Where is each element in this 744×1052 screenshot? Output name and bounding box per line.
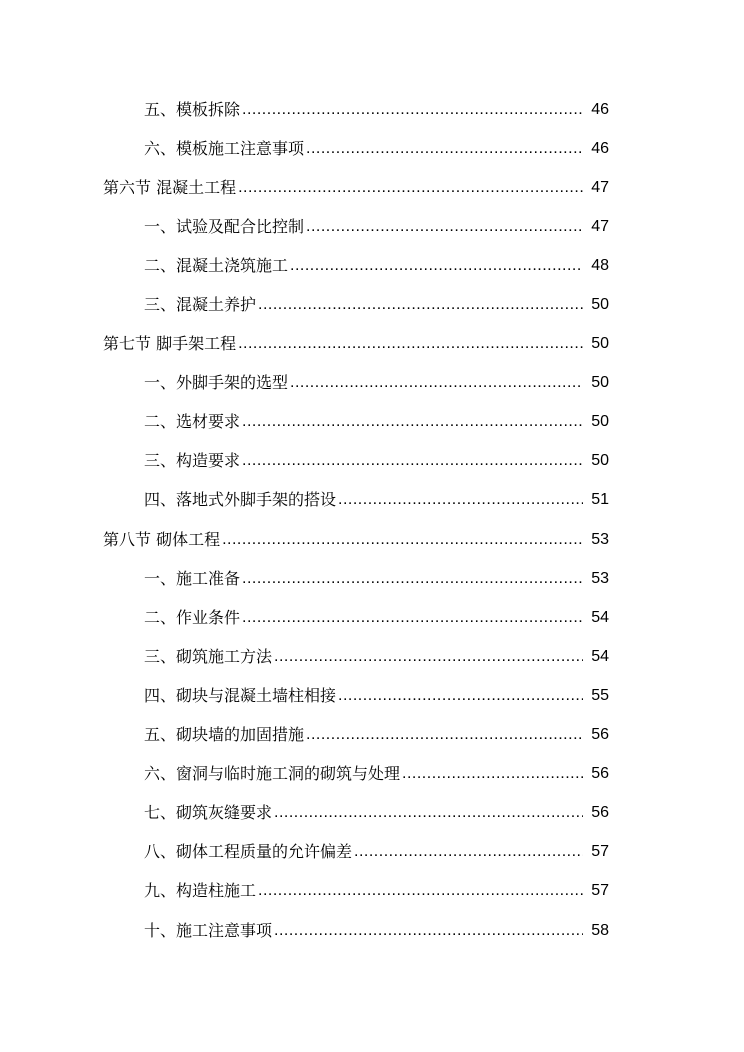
toc-entry-title: 三、混凝土养护 (144, 295, 257, 315)
toc-entry-dot-leader (242, 608, 583, 628)
toc-entry-page-number: 50 (591, 335, 609, 353)
toc-entry-page-number: 50 (591, 452, 609, 470)
toc-entry-dot-leader (242, 451, 583, 471)
toc-entry-page-number: 56 (591, 726, 609, 744)
toc-entry-dot-leader (306, 725, 583, 745)
toc-entry-dot-leader (238, 178, 583, 198)
toc-entry-dot-leader (290, 373, 583, 393)
toc-entry-title: 第八节 砌体工程 (103, 529, 221, 549)
toc-entry-title: 十、施工注意事项 (144, 920, 273, 940)
toc-entry-dot-leader (222, 530, 583, 550)
toc-entry-title: 四、砌块与混凝土墙柱相接 (144, 685, 337, 705)
toc-subsection-entry[interactable] (0, 872, 744, 911)
toc-subsection-entry[interactable] (0, 442, 744, 481)
toc-entry-page-number: 54 (591, 647, 609, 665)
toc-entry-title: 五、砌块墙的加固措施 (144, 725, 305, 745)
toc-section-entry[interactable] (0, 168, 744, 207)
toc-entry-dot-leader (306, 217, 583, 237)
toc-subsection-entry[interactable] (0, 481, 744, 520)
toc-entry-title: 四、落地式外脚手架的搭设 (144, 490, 337, 510)
toc-entry-page-number: 53 (591, 569, 609, 587)
toc-subsection-entry[interactable] (0, 90, 744, 129)
toc-entry-title: 六、模板施工注意事项 (144, 138, 305, 158)
toc-entry-page-number: 55 (591, 686, 609, 704)
toc-entry-page-number: 47 (591, 178, 609, 196)
toc-entry-dot-leader (306, 139, 583, 159)
toc-entry-title: 一、外脚手架的选型 (144, 373, 289, 393)
toc-entry-dot-leader (242, 412, 583, 432)
toc-subsection-entry[interactable] (0, 598, 744, 637)
toc-entry-dot-leader (258, 295, 583, 315)
toc-subsection-entry[interactable] (0, 833, 744, 872)
toc-entry-title: 七、砌筑灰缝要求 (144, 803, 273, 823)
toc-entry-title: 二、混凝土浇筑施工 (144, 255, 289, 275)
toc-entry-dot-leader (242, 569, 583, 589)
toc-entry-page-number: 51 (591, 491, 609, 509)
toc-entry-dot-leader (238, 334, 583, 354)
toc-entry-page-number: 53 (591, 530, 609, 548)
toc-entry-page-number: 57 (591, 882, 609, 900)
toc-entry-page-number: 47 (591, 217, 609, 235)
toc-entry-title: 二、选材要求 (144, 412, 241, 432)
toc-entry-title: 三、砌筑施工方法 (144, 646, 273, 666)
toc-entry-dot-leader (402, 764, 583, 784)
toc-entry-dot-leader (290, 256, 583, 276)
toc-entry-page-number: 56 (591, 804, 609, 822)
toc-subsection-entry[interactable] (0, 207, 744, 246)
toc-entry-page-number: 48 (591, 256, 609, 274)
toc-entry-title: 五、模板拆除 (144, 99, 241, 119)
toc-entry-dot-leader (274, 803, 583, 823)
table-of-contents (0, 90, 744, 950)
toc-entry-page-number: 50 (591, 374, 609, 392)
toc-entry-dot-leader (274, 921, 583, 941)
toc-entry-dot-leader (258, 881, 583, 901)
toc-entry-page-number: 46 (591, 100, 609, 118)
toc-subsection-entry[interactable] (0, 794, 744, 833)
toc-entry-page-number: 46 (591, 139, 609, 157)
toc-entry-title: 八、砌体工程质量的允许偏差 (144, 842, 353, 862)
toc-subsection-entry[interactable] (0, 911, 744, 950)
toc-entry-title: 一、试验及配合比控制 (144, 216, 305, 236)
toc-subsection-entry[interactable] (0, 364, 744, 403)
toc-entry-title: 三、构造要求 (144, 451, 241, 471)
toc-entry-dot-leader (354, 842, 583, 862)
toc-subsection-entry[interactable] (0, 559, 744, 598)
toc-entry-page-number: 50 (591, 413, 609, 431)
toc-entry-title: 九、构造柱施工 (144, 881, 257, 901)
toc-entry-page-number: 58 (591, 921, 609, 939)
toc-entry-dot-leader (274, 647, 583, 667)
toc-entry-title: 六、窗洞与临时施工洞的砌筑与处理 (144, 764, 401, 784)
toc-entry-page-number: 50 (591, 296, 609, 314)
toc-subsection-entry[interactable] (0, 637, 744, 676)
toc-entry-page-number: 57 (591, 843, 609, 861)
toc-subsection-entry[interactable] (0, 676, 744, 715)
toc-entry-title: 一、施工准备 (144, 568, 241, 588)
toc-subsection-entry[interactable] (0, 755, 744, 794)
toc-entry-title: 二、作业条件 (144, 607, 241, 627)
toc-subsection-entry[interactable] (0, 246, 744, 285)
toc-subsection-entry[interactable] (0, 403, 744, 442)
toc-subsection-entry[interactable] (0, 285, 744, 324)
toc-section-entry[interactable] (0, 325, 744, 364)
toc-subsection-entry[interactable] (0, 716, 744, 755)
toc-section-entry[interactable] (0, 520, 744, 559)
toc-entry-dot-leader (338, 490, 583, 510)
toc-subsection-entry[interactable] (0, 129, 744, 168)
toc-entry-page-number: 56 (591, 765, 609, 783)
toc-entry-title: 第七节 脚手架工程 (103, 334, 237, 354)
toc-entry-dot-leader (338, 686, 583, 706)
toc-entry-page-number: 54 (591, 608, 609, 626)
toc-entry-title: 第六节 混凝土工程 (103, 177, 237, 197)
toc-entry-dot-leader (242, 100, 583, 120)
